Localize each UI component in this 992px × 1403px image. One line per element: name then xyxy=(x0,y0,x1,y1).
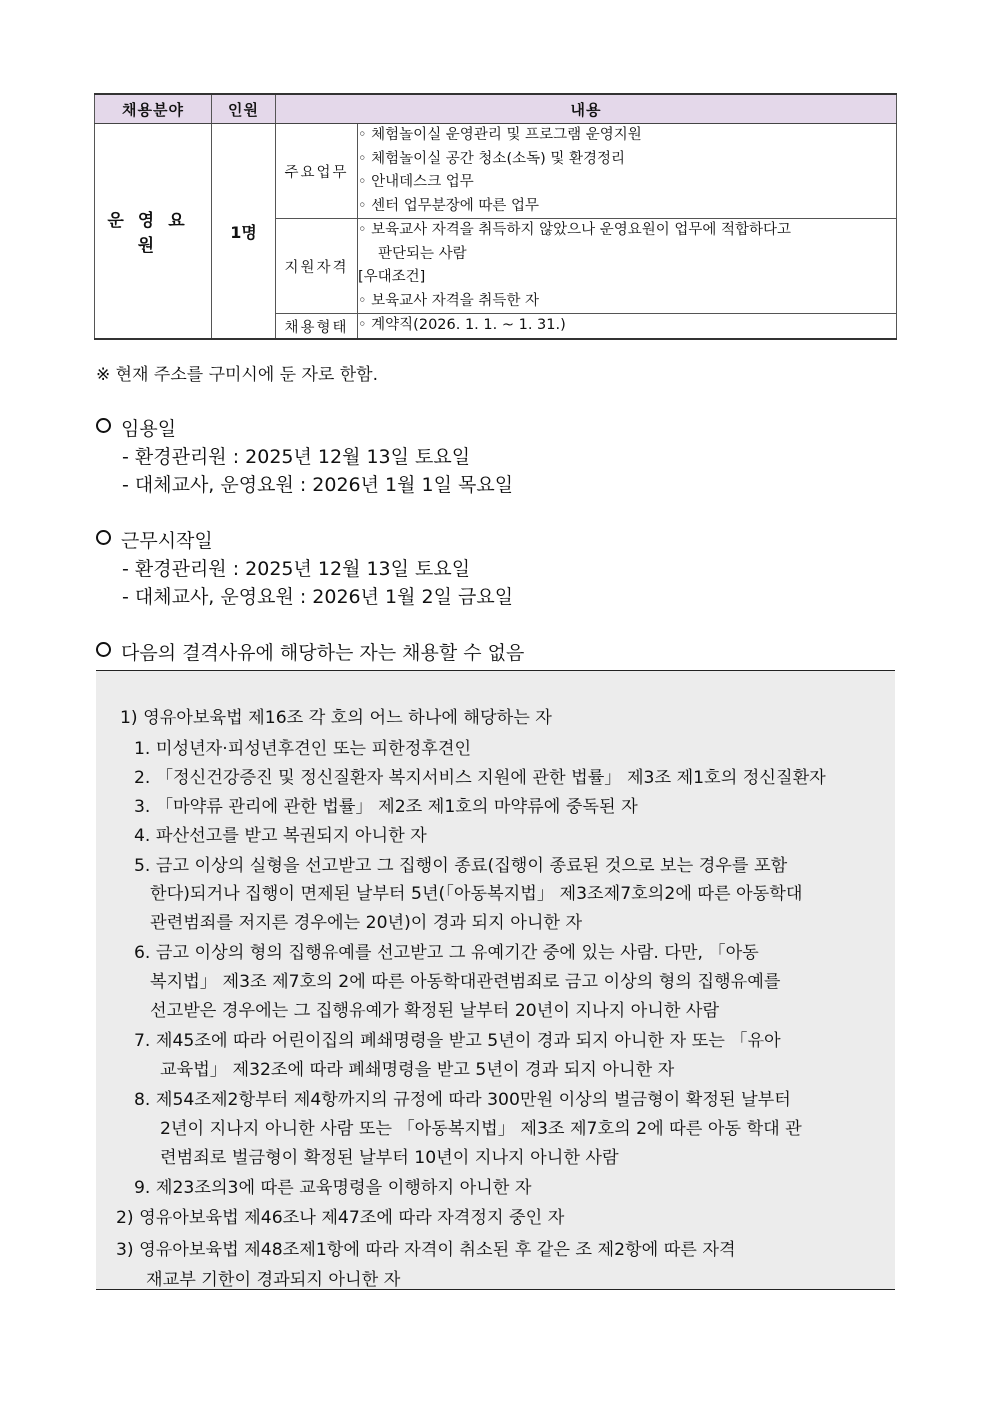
disqualification-line: 선고받은 경우에는 그 집행유예가 확정된 날부터 20년이 지나지 아니한 사람 xyxy=(150,1001,720,1021)
duty-line: ◦ 안내데스크 업무 xyxy=(358,174,474,190)
disqualification-box xyxy=(96,670,895,1290)
qualification-line: 판단되는 사람 xyxy=(378,245,467,262)
qualification-line: ◦ 보육교사 자격을 취득하지 않았으나 운영요원이 업무에 적합하다고 xyxy=(358,222,792,238)
section-disqualification xyxy=(96,638,524,665)
headcount: 1명 xyxy=(212,124,276,340)
section-title: 근무시작일 xyxy=(121,530,213,552)
header-field: 채용분야 xyxy=(95,94,212,124)
header-count: 인원 xyxy=(212,94,276,124)
disqualification-line: 교육법」 제32조에 따라 폐쇄명령을 받고 5년이 경과 되지 아니한 자 xyxy=(160,1060,675,1080)
section-appointment-date xyxy=(96,414,176,441)
header-content: 내용 xyxy=(276,94,897,124)
disqualification-line: 8. 제54조제2항부터 제4항까지의 규정에 따라 300만원 이상의 벌금형이 확정된 날부터 xyxy=(134,1090,791,1110)
disqualification-line: 3. 「마약류 관리에 관한 법률」 제2조 제1호의 마약류에 중독된 자 xyxy=(134,797,638,817)
disqualification-line: 5. 금고 이상의 실형을 선고받고 그 집행이 종료(집행이 종료된 것으로 보는 경우를 포함 xyxy=(134,856,788,876)
list-item: - 대체교사, 운영요원 : 2026년 1월 1일 목요일 xyxy=(122,474,514,496)
section-title: 다음의 결격사유에 해당하는 자는 채용할 수 없음 xyxy=(121,642,525,664)
disqualification-line: 9. 제23조의3에 따른 교육명령을 이행하지 아니한 자 xyxy=(134,1178,532,1198)
recruitment-table xyxy=(94,93,897,340)
disqualification-line: 1. 미성년자·피성년후견인 또는 피한정후견인 xyxy=(134,739,472,759)
employment-type-content xyxy=(358,314,897,340)
disqualification-line: 2. 「정신건강증진 및 정신질환자 복지서비스 지원에 관한 법률」 제3조 제1호의 정신질환자 xyxy=(134,768,826,788)
table-header-row xyxy=(95,94,897,124)
list-item: - 대체교사, 운영요원 : 2026년 1월 2일 금요일 xyxy=(122,586,514,608)
disqualification-line: 1) 영유아보육법 제16조 각 호의 어느 하나에 해당하는 자 xyxy=(120,708,552,728)
disqualification-line: 재교부 기한이 경과되지 아니한 자 xyxy=(146,1270,401,1290)
disqualification-line: 관련범죄를 저지른 경우에는 20년)이 경과 되지 아니한 자 xyxy=(150,913,583,933)
disqualification-line: 2) 영유아보육법 제46조나 제47조에 따라 자격정지 중인 자 xyxy=(116,1208,565,1228)
field-name: 운영요원 xyxy=(95,124,212,340)
disqualification-line: 3) 영유아보육법 제48조제1항에 따라 자격이 취소된 후 같은 조 제2항에 따른 자격 xyxy=(116,1240,736,1260)
disqualification-line: 7. 제45조에 따라 어린이집의 폐쇄명령을 받고 5년이 경과 되지 아니한 자 또는 「유아 xyxy=(134,1031,781,1051)
disqualification-line: 련범죄로 벌금형이 확정된 날부터 10년이 지나지 아니한 사람 xyxy=(160,1148,619,1168)
disqualification-line: 4. 파산선고를 받고 복권되지 아니한 자 xyxy=(134,826,427,846)
table-row xyxy=(95,124,897,219)
duty-line: ◦ 센터 업무분장에 따른 업무 xyxy=(358,197,540,214)
disqualification-line: 복지법」 제3조 제7호의 2에 따른 아동학대관련범죄로 금고 이상의 형의 집행유예를 xyxy=(150,972,781,992)
disqualification-line: 한다)되거나 집행이 면제된 날부터 5년(「아동복지법」 제3조제7호의2에 따른 아동학대 xyxy=(150,884,803,904)
duty-line: ◦ 체험놀이실 운영관리 및 프로그램 운영지원 xyxy=(358,127,642,143)
sub-label-employment-type: 채용형태 xyxy=(276,314,358,340)
disqualification-line: 6. 금고 이상의 형의 집행유예를 선고받고 그 유예기간 중에 있는 사람. 다만, 「아동 xyxy=(134,943,759,963)
circle-bullet-icon xyxy=(96,530,111,545)
duty-line: ◦ 체험놀이실 공간 청소(소독) 및 환경정리 xyxy=(358,150,626,167)
circle-bullet-icon xyxy=(96,418,111,433)
preference-label: [우대조건] xyxy=(358,269,426,285)
qualification-content xyxy=(358,219,897,314)
duties-content xyxy=(358,124,897,219)
list-item: - 환경관리원 : 2025년 12월 13일 토요일 xyxy=(122,558,471,580)
sub-label-qualification: 지원자격 xyxy=(276,219,358,314)
employment-type-line: ◦ 계약직(2026. 1. 1. ~ 1. 31.) xyxy=(358,317,566,334)
sub-label-duties: 주요업무 xyxy=(276,124,358,219)
residency-note: ※ 현재 주소를 구미시에 둔 자로 한함. xyxy=(96,365,378,385)
section-work-start-date xyxy=(96,526,213,553)
section-title: 임용일 xyxy=(121,418,177,440)
preference-line: ◦ 보육교사 자격을 취득한 자 xyxy=(358,292,540,309)
circle-bullet-icon xyxy=(96,642,111,657)
disqualification-line: 2년이 지나지 아니한 사람 또는 「아동복지법」 제3조 제7호의 2에 따른 아동 학대 관 xyxy=(160,1119,802,1139)
list-item: - 환경관리원 : 2025년 12월 13일 토요일 xyxy=(122,446,471,468)
